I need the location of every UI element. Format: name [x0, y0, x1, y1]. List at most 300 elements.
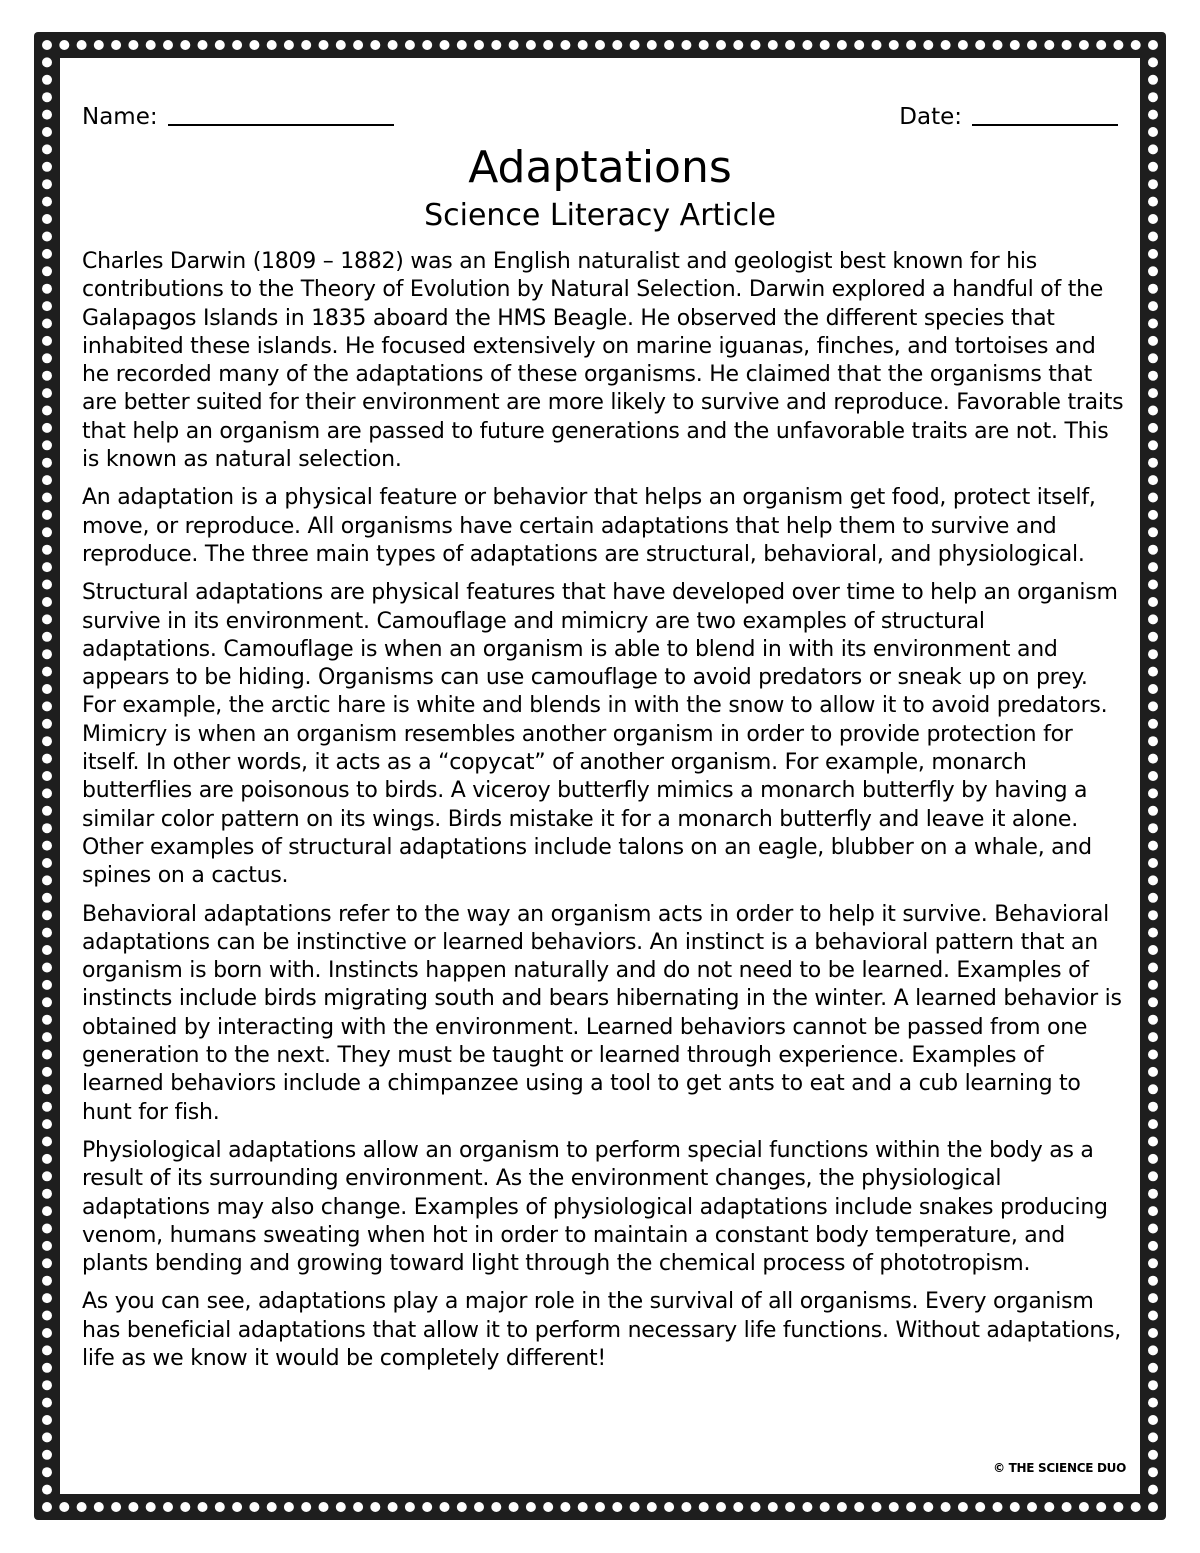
border-dot: [664, 1502, 674, 1512]
border-dot: [440, 40, 450, 50]
border-dot: [42, 1206, 52, 1216]
border-dot: [1148, 701, 1158, 711]
border-dot: [42, 719, 52, 729]
border-dot: [664, 40, 674, 50]
border-dot: [681, 1502, 691, 1512]
border-dot: [1010, 1502, 1020, 1512]
border-dot: [993, 40, 1003, 50]
border-dot: [42, 1102, 52, 1112]
border-dot: [422, 40, 432, 50]
border-dot: [1148, 1171, 1158, 1181]
border-dot: [699, 40, 709, 50]
border-dot: [128, 40, 138, 50]
border-dot: [1027, 1502, 1037, 1512]
border-dot: [42, 92, 52, 102]
border-dot: [42, 179, 52, 189]
border-dot: [768, 40, 778, 50]
border-dot: [42, 1276, 52, 1286]
name-label: Name:: [82, 104, 158, 130]
border-dot: [1148, 75, 1158, 85]
border-dot: [1148, 580, 1158, 590]
border-dot: [1148, 771, 1158, 781]
border-dot: [612, 1502, 622, 1512]
border-dot: [751, 1502, 761, 1512]
border-dot: [42, 771, 52, 781]
border-dot: [42, 1084, 52, 1094]
border-dot: [630, 40, 640, 50]
border-dot: [42, 806, 52, 816]
page-title: Adaptations: [468, 142, 732, 193]
page-subtitle: Science Literacy Article: [424, 198, 776, 233]
border-dot: [42, 997, 52, 1007]
border-dot: [1079, 1502, 1089, 1512]
border-dot: [42, 284, 52, 294]
border-dot: [1148, 1485, 1158, 1495]
border-dot: [94, 1502, 104, 1512]
border-dot: [543, 1502, 553, 1512]
border-dot: [42, 1067, 52, 1077]
border-dot: [1131, 1502, 1141, 1512]
border-dot: [509, 40, 519, 50]
border-dot: [42, 406, 52, 416]
border-dot: [1148, 980, 1158, 990]
border-dot: [1148, 1450, 1158, 1460]
border-dot: [42, 875, 52, 885]
border-dot: [526, 1502, 536, 1512]
border-dot: [1148, 841, 1158, 851]
border-dot: [284, 40, 294, 50]
border-dot: [111, 40, 121, 50]
name-date-row: [82, 102, 1118, 132]
border-dot: [1148, 214, 1158, 224]
border-dot: [1113, 40, 1123, 50]
border-dot: [1148, 388, 1158, 398]
border-dot: [42, 928, 52, 938]
border-dot: [1062, 40, 1072, 50]
border-dot: [837, 40, 847, 50]
border-dot: [872, 1502, 882, 1512]
border-dot: [128, 1502, 138, 1512]
border-dot: [872, 40, 882, 50]
border-dot: [578, 1502, 588, 1512]
worksheet-page: [60, 58, 1140, 1494]
border-dot: [42, 1050, 52, 1060]
border-dot: [1148, 110, 1158, 120]
border-dot: [1148, 632, 1158, 642]
border-dot: [1148, 1189, 1158, 1199]
border-dot: [42, 336, 52, 346]
border-dot: [42, 893, 52, 903]
border-dot: [42, 1171, 52, 1181]
border-dot: [42, 127, 52, 137]
border-dot: [163, 1502, 173, 1512]
border-dot: [353, 40, 363, 50]
border-dot: [802, 40, 812, 50]
copyright-notice: © THE SCIENCE DUO: [993, 1461, 1126, 1475]
border-dot: [232, 40, 242, 50]
border-dot: [370, 1502, 380, 1512]
border-dot: [180, 40, 190, 50]
border-dot: [457, 40, 467, 50]
border-dot: [42, 1154, 52, 1164]
border-dot: [319, 1502, 329, 1512]
border-dot: [1044, 1502, 1054, 1512]
border-dot: [1148, 458, 1158, 468]
border-dot: [42, 371, 52, 381]
paragraph-conclusion: As you can see, adaptations play a major role in the survival of all organisms. Every organism has beneficial adaptations that allow it to perform necessary life functions. Without adaptations, life as we know it would be completely different!: [82, 1289, 1122, 1371]
border-dot: [595, 1502, 605, 1512]
border-dot: [267, 40, 277, 50]
border-dot: [1148, 1380, 1158, 1390]
border-dot: [1148, 179, 1158, 189]
border-dot: [1148, 649, 1158, 659]
border-dot: [42, 1502, 52, 1512]
border-dot: [1148, 806, 1158, 816]
border-dot: [42, 249, 52, 259]
border-dot: [1148, 754, 1158, 764]
border-dot: [560, 1502, 570, 1512]
border-dot: [1148, 1398, 1158, 1408]
border-dot: [958, 1502, 968, 1512]
border-dot: [42, 858, 52, 868]
border-dot: [1148, 667, 1158, 677]
border-dot: [1148, 719, 1158, 729]
date-field: [899, 102, 1118, 132]
border-dot: [837, 1502, 847, 1512]
border-dot: [923, 1502, 933, 1512]
border-dot: [42, 1467, 52, 1477]
border-dot: [1148, 1328, 1158, 1338]
border-dot: [94, 40, 104, 50]
border-dot: [889, 40, 899, 50]
border-dot: [42, 232, 52, 242]
border-dot: [42, 1485, 52, 1495]
border-dot: [1148, 928, 1158, 938]
border-dot: [42, 684, 52, 694]
border-dot: [595, 40, 605, 50]
border-dot: [42, 510, 52, 520]
border-dot: [560, 40, 570, 50]
border-dot: [941, 40, 951, 50]
border-dot: [1148, 1432, 1158, 1442]
border-dot: [440, 1502, 450, 1512]
border-dot: [301, 1502, 311, 1512]
border-dot: [77, 1502, 87, 1512]
border-dot: [42, 823, 52, 833]
border-dot: [906, 1502, 916, 1512]
border-dot: [578, 40, 588, 50]
border-dot: [42, 1311, 52, 1321]
border-dot: [42, 388, 52, 398]
border-dot: [1148, 493, 1158, 503]
border-dot: [1148, 162, 1158, 172]
border-dot: [249, 40, 259, 50]
border-dot: [42, 1241, 52, 1251]
border-dot: [42, 1398, 52, 1408]
border-dot: [42, 57, 52, 67]
border-dot: [59, 1502, 69, 1512]
border-dot: [42, 580, 52, 590]
border-dot: [42, 1450, 52, 1460]
paragraph-adaptation-definition: An adaptation is a physical feature or behavior that helps an organism get food, protect itself, move, or reproduce. All organisms have certain adaptations that help them to survive and reproduce. The three main types of adaptations are structural, behavioral, and physiological.: [82, 485, 1096, 567]
border-dot: [1148, 1258, 1158, 1268]
border-dot: [1148, 893, 1158, 903]
border-dot: [1148, 997, 1158, 1007]
border-dot: [42, 301, 52, 311]
border-dot: [42, 423, 52, 433]
border-dot: [1148, 197, 1158, 207]
border-dot: [1062, 1502, 1072, 1512]
border-dot: [1096, 1502, 1106, 1512]
border-dot: [42, 649, 52, 659]
border-dot: [647, 40, 657, 50]
border-dot: [1148, 284, 1158, 294]
border-dot: [215, 1502, 225, 1512]
border-dot: [42, 1380, 52, 1390]
border-dot: [1148, 562, 1158, 572]
border-dot: [42, 1137, 52, 1147]
border-dot: [42, 475, 52, 485]
border-dot: [42, 458, 52, 468]
border-dot: [1148, 406, 1158, 416]
border-dot: [699, 1502, 709, 1512]
border-dot: [42, 597, 52, 607]
border-dot: [941, 1502, 951, 1512]
border-dot: [1044, 40, 1054, 50]
border-dot: [42, 980, 52, 990]
border-dot: [319, 40, 329, 50]
border-dot: [491, 40, 501, 50]
border-dot: [42, 75, 52, 85]
border-dot: [1148, 1032, 1158, 1042]
border-dot: [1148, 423, 1158, 433]
border-dot: [1148, 875, 1158, 885]
border-dot: [146, 1502, 156, 1512]
name-blank-line: [168, 102, 394, 126]
border-dot: [42, 214, 52, 224]
border-dot: [42, 945, 52, 955]
border-dot: [802, 1502, 812, 1512]
border-dot: [42, 1015, 52, 1025]
border-dot: [889, 1502, 899, 1512]
border-dot: [1113, 1502, 1123, 1512]
border-dot: [215, 40, 225, 50]
border-dot: [405, 1502, 415, 1512]
border-dot: [474, 1502, 484, 1512]
border-dot: [1027, 40, 1037, 50]
border-dot: [1148, 144, 1158, 154]
border-dot: [1148, 249, 1158, 259]
border-dot: [1148, 440, 1158, 450]
border-dot: [1148, 301, 1158, 311]
border-dot: [146, 40, 156, 50]
border-dot: [1148, 1311, 1158, 1321]
border-dot: [1148, 597, 1158, 607]
border-dot: [42, 545, 52, 555]
border-dot: [77, 40, 87, 50]
border-dot: [111, 1502, 121, 1512]
border-dot: [42, 1224, 52, 1234]
border-dot: [1148, 1363, 1158, 1373]
border-dot: [1148, 1119, 1158, 1129]
border-dot: [1148, 1102, 1158, 1112]
border-dot: [42, 440, 52, 450]
border-dot: [388, 40, 398, 50]
border-dot: [820, 1502, 830, 1512]
border-dot: [751, 40, 761, 50]
border-dot: [1079, 40, 1089, 50]
border-dot: [785, 1502, 795, 1512]
border-dot: [733, 1502, 743, 1512]
border-dot: [1148, 1224, 1158, 1234]
border-dot: [630, 1502, 640, 1512]
border-dot: [232, 1502, 242, 1512]
border-dot: [1148, 614, 1158, 624]
border-dot: [42, 736, 52, 746]
border-dot: [1148, 371, 1158, 381]
border-dot: [42, 353, 52, 363]
border-dot: [1148, 1502, 1158, 1512]
border-dot: [768, 1502, 778, 1512]
border-dot: [42, 562, 52, 572]
border-dot: [1148, 788, 1158, 798]
border-dot: [336, 1502, 346, 1512]
border-dot: [543, 40, 553, 50]
border-dot: [1148, 1137, 1158, 1147]
border-dot: [1148, 40, 1158, 50]
border-dot: [1148, 945, 1158, 955]
border-dot: [42, 1363, 52, 1373]
border-dot: [1148, 57, 1158, 67]
border-dot: [336, 40, 346, 50]
date-label: Date:: [899, 104, 962, 130]
border-dot: [509, 1502, 519, 1512]
border-dot: [958, 40, 968, 50]
border-dot: [42, 701, 52, 711]
border-dot: [1148, 545, 1158, 555]
border-dot: [993, 1502, 1003, 1512]
border-dot: [42, 1345, 52, 1355]
paragraph-structural: Structural adaptations are physical features that have developed over time to help an organism survive in its environment. Camouflage and mimicry are two examples of structural adaptations. Camouflage is when an organism is able to blend in with its environment and appears to be hiding. Organisms can use camouflage to avoid predators or sneak up on prey. For example, the arctic hare is white and blends in with the snow to allow it to avoid predators. Mimicry is when an organism resembles another organism in order to provide protection for itself. In other words, it acts as a “copycat” of another organism. For example, monarch butterflies are poisonous to birds. A viceroy butterfly mimics a monarch butterfly by having a similar color pattern on its wings. Birds mistake it for a monarch butterfly and leave it alone. Other examples of structural adaptations include talons on an eagle, blubber on a whale, and spines on a cactus.: [82, 580, 1118, 889]
border-dot: [820, 40, 830, 50]
border-dot: [42, 1293, 52, 1303]
border-dot: [647, 1502, 657, 1512]
border-dot: [42, 1258, 52, 1268]
border-dot: [1148, 910, 1158, 920]
border-dot: [42, 319, 52, 329]
border-dot: [1148, 1467, 1158, 1477]
article-body: [82, 248, 1124, 1383]
border-dot: [716, 40, 726, 50]
border-dot: [198, 40, 208, 50]
border-dot: [1148, 1206, 1158, 1216]
border-dot: [785, 40, 795, 50]
border-dot: [42, 266, 52, 276]
border-dot: [42, 1032, 52, 1042]
border-dot: [42, 197, 52, 207]
border-dot: [1096, 40, 1106, 50]
border-dot: [284, 1502, 294, 1512]
border-dot: [42, 841, 52, 851]
border-dot: [906, 40, 916, 50]
border-dot: [388, 1502, 398, 1512]
border-dot: [1148, 353, 1158, 363]
border-dot: [1148, 1084, 1158, 1094]
border-dot: [457, 1502, 467, 1512]
border-dot: [1148, 1154, 1158, 1164]
border-dot: [1010, 40, 1020, 50]
border-dot: [716, 1502, 726, 1512]
border-dot: [42, 754, 52, 764]
border-dot: [1148, 1293, 1158, 1303]
border-dot: [301, 40, 311, 50]
border-dot: [42, 632, 52, 642]
border-dot: [975, 1502, 985, 1512]
border-dot: [1148, 1050, 1158, 1060]
border-dot: [1148, 963, 1158, 973]
border-dot: [1148, 1345, 1158, 1355]
border-dot: [681, 40, 691, 50]
border-dot: [1148, 319, 1158, 329]
border-dot: [353, 1502, 363, 1512]
border-dot: [422, 1502, 432, 1512]
paragraph-behavioral: Behavioral adaptations refer to the way an organism acts in order to help it survive. Behavioral adaptations can be instinctive or learned behaviors. An instinct is a behavioral pattern that an organism is born with. Instincts happen naturally and do not need to be learned. Examples of instincts include birds migrating south and bears hibernating in the winter. A learned behavior is obtained by interacting with the environment. Learned behaviors cannot be passed from one generation to the next. They must be taught or learned through experience. Examples of learned behaviors include a chimpanzee using a tool to get ants to eat and a cub learning to hunt for fish.: [82, 901, 1122, 1125]
dotted-border-frame: [34, 32, 1166, 1520]
border-dot: [42, 1432, 52, 1442]
border-dot: [1148, 1241, 1158, 1251]
border-dot: [1148, 266, 1158, 276]
paragraph-darwin: Charles Darwin (1809 – 1882) was an English naturalist and geologist best known for his contributions to the Theory of Evolution by Natural Selection. Darwin explored a handful of the Galapagos Islands in 1835 aboard the HMS Beagle. He observed the different species that inhabited these islands. He focused extensively on marine iguanas, finches, and tortoises and he recorded many of the adaptations of these organisms. He claimed that the organisms that are better suited for their environment are more likely to survive and reproduce. Favorable traits that help an organism are passed to future generations and the unfavorable traits are not. This is known as natural selection.: [82, 249, 1124, 473]
border-dot: [491, 1502, 501, 1512]
border-dot: [1148, 127, 1158, 137]
border-dot: [1148, 736, 1158, 746]
border-dot: [1148, 1015, 1158, 1025]
border-dot: [612, 40, 622, 50]
border-dot: [474, 40, 484, 50]
border-dot: [42, 614, 52, 624]
border-dot: [1148, 684, 1158, 694]
border-dot: [42, 667, 52, 677]
border-dot: [42, 162, 52, 172]
border-dot: [42, 40, 52, 50]
border-dot: [42, 493, 52, 503]
border-dot: [1148, 1415, 1158, 1425]
border-dot: [405, 40, 415, 50]
border-dot: [42, 1415, 52, 1425]
border-dot: [267, 1502, 277, 1512]
border-dot: [733, 40, 743, 50]
border-dot: [1148, 858, 1158, 868]
name-field: [82, 102, 394, 132]
border-dot: [854, 40, 864, 50]
border-dot: [370, 40, 380, 50]
border-dot: [42, 788, 52, 798]
border-dot: [42, 910, 52, 920]
border-dot: [1148, 1067, 1158, 1077]
border-dot: [180, 1502, 190, 1512]
border-dot: [1148, 527, 1158, 537]
paragraph-physiological: Physiological adaptations allow an organism to perform special functions within the body as a result of its surrounding environment. As the environment changes, the physiological adaptations may also change. Examples of physiological adaptations include snakes producing venom, humans sweating when hot in order to maintain a constant body temperature, and plants bending and growing toward light through the chemical process of phototropism.: [82, 1137, 1108, 1277]
border-dot: [42, 963, 52, 973]
border-dot: [163, 40, 173, 50]
border-dot: [1148, 92, 1158, 102]
border-dot: [1131, 40, 1141, 50]
border-dot: [854, 1502, 864, 1512]
border-dot: [923, 40, 933, 50]
border-dot: [59, 40, 69, 50]
border-dot: [1148, 232, 1158, 242]
border-dot: [42, 527, 52, 537]
